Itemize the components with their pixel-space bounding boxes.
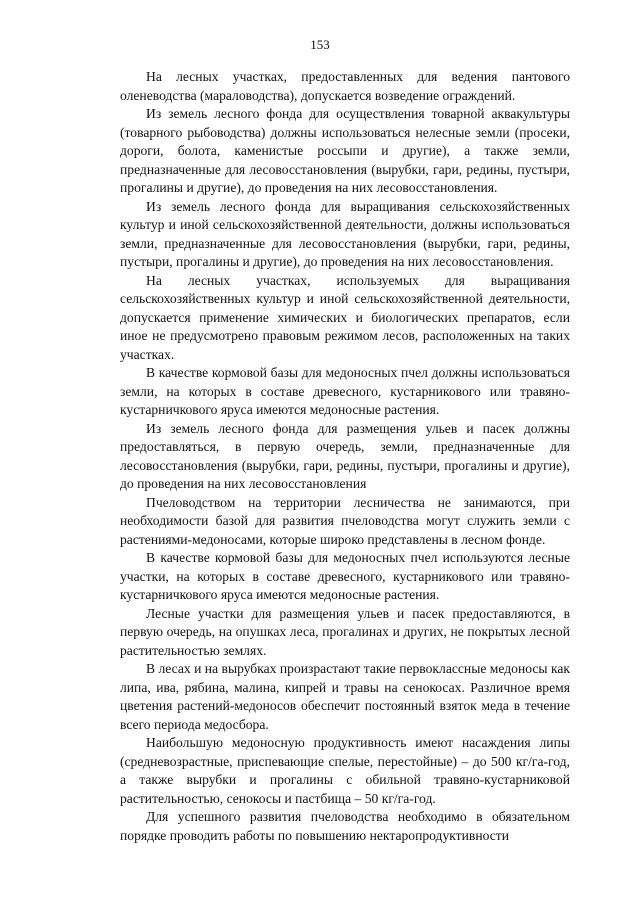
paragraph: Для успешного развития пчеловодства необходимо в обязательном порядке проводить работы по повышению нектаропродуктивности xyxy=(120,809,570,843)
paragraph: Пчеловодством на территории лесничества не занимаются, при необходимости базой для развития пчеловодства могут служить земли с растениями-медоносами, которые широко представлены в лесном фонде. xyxy=(120,494,570,547)
paragraph: Из земель лесного фонда для размещения ульев и пасек должны предоставляться, в первую очередь, земли, предназначенные для лесовосстановления (вырубки, гари, редины, пустыри, прогалины и другие), до проведения на них лесовосстановления xyxy=(120,420,570,491)
paragraph: Лесные участки для размещения ульев и пасек предоставляются, в первую очередь, на опушках леса, прогалинах и других, не покрытых лесной растительностью землях. xyxy=(120,605,570,658)
paragraph: Из земель лесного фонда для выращивания сельскохозяйственных культур и иной сельскохозяйственной деятельности, должны использоваться земли, предназначенные для лесовосстановления (вырубки, гари, редины, пустыри, прогалины и другие), до проведения на них лесовосстановления. xyxy=(120,198,570,269)
paragraph: На лесных участках, предоставленных для ведения пантового оленеводства (мараловодства), допускается возведение ограждений. xyxy=(120,69,570,103)
paragraph: Из земель лесного фонда для осуществления товарной аквакультуры (товарного рыбоводства) должны использоваться нелесные земли (просеки, дороги, болота, каменистые россыпи и другие), а также земли, предназначенные для лесовосстановления (вырубки, гари, редины, пустыри, прогалины и другие), до проведения на них лесовосстановления. xyxy=(120,106,570,195)
paragraph: В качестве кормовой базы для медоносных пчел должны использоваться земли, на которых в составе древесного, кустарникового или травяно-кустарничкового яруса имеются медоносные растения. xyxy=(120,365,570,417)
paragraph: Наибольшую медоносную продуктивность имеют насаждения липы (средневозрастные, приспевающие спелые, перестойные) – до 500 кг/га-год, а также вырубки и прогалины с обильной травяно-кустарниковой растительностью, сенокосы и пастбища – 50 кг/га-год. xyxy=(120,735,570,806)
paragraph: В лесах и на вырубках произрастают такие первоклассные медоносы как липа, ива, рябина, малина, кипрей и травы на сенокосах. Различное время цветения растений-медоносов обеспечит постоянный взяток меда в течение всего периода медосбора. xyxy=(120,661,570,732)
paragraph: На лесных участках, используемых для выращивания сельскохозяйственных культур и иной сельскохозяйственной деятельности, допускается применение химических и биологических препаратов, если иное не предусмотрено правовым режимом лесов, расположенных на таких участках. xyxy=(120,272,570,362)
page-number: 153 xyxy=(310,37,330,52)
body-text xyxy=(120,68,570,845)
paragraph: В качестве кормовой базы для медоносных пчел используются лесные участки, на которых в составе древесного, кустарникового или травяно-кустарничкового яруса имеются медоносные растения. xyxy=(120,550,570,602)
